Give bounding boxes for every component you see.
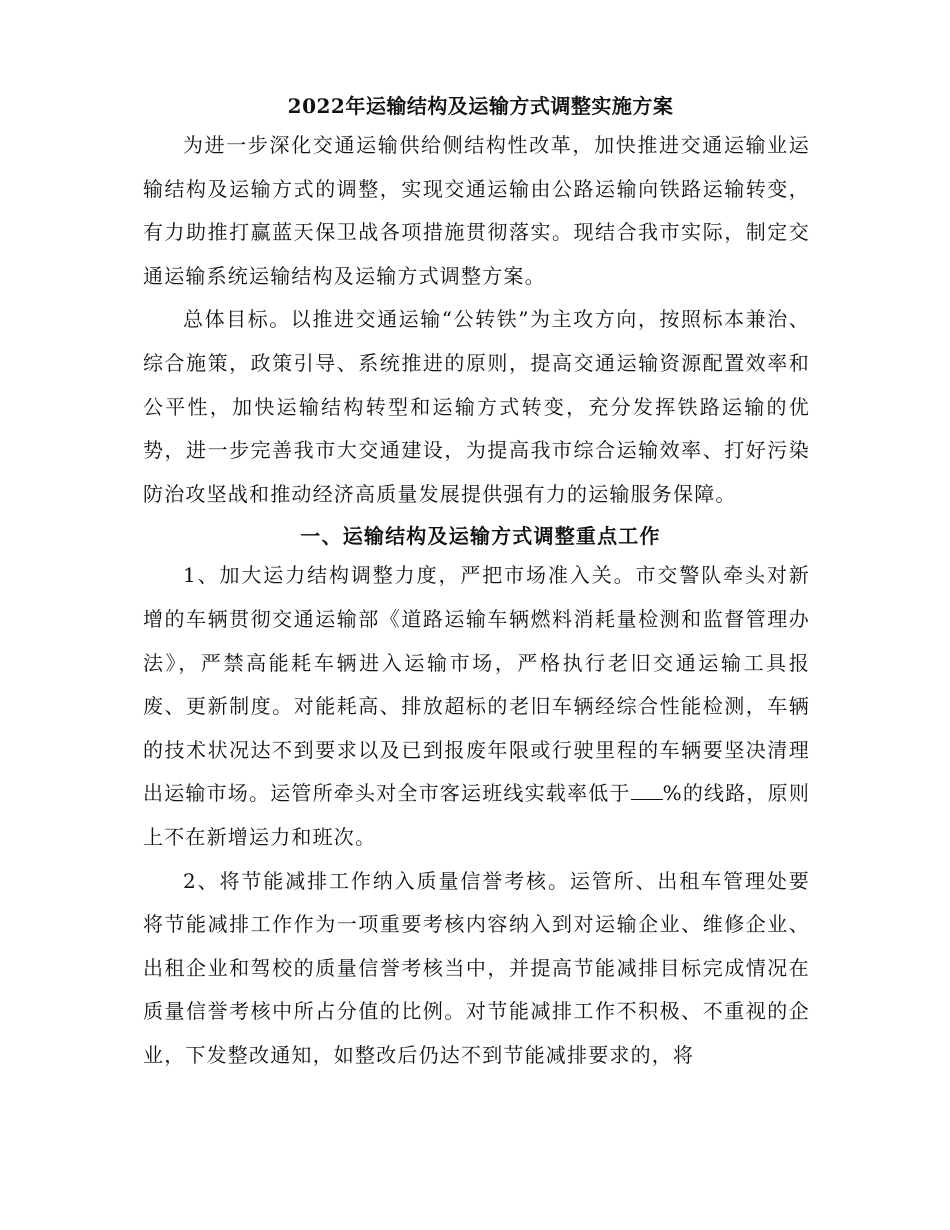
intro-paragraph-2: 总体目标。以推进交通运输“公转铁”为主攻方向，按照标本兼治、综合施策，政策引导、系统推进的原则，提高交通运输资源配置效率和公平性，加快运输结构转型和运输方式转变，充分发挥铁路运输的优势，进一步完善我市大交通建设，为提高我市综合运输效率、打好污染防治攻坚战和推动经济高质量发展提供强有力的运输服务保障。 <box>143 307 810 506</box>
fill-in-blank <box>631 781 663 800</box>
document-title: 2022年运输结构及运输方式调整实施方案 <box>287 94 674 118</box>
work-item-2: 2、将节能减排工作纳入质量信誉考核。运管所、出租车管理处要将节能减排工作作为一项重要考核内容纳入到对运输企业、维修企业、出租企业和驾校的质量信誉考核当中，并提高节能减排目标完成情况在质量信誉考核中所占分值的比例。对节能减排工作不积极、不重视的企业，下发整改通知，如整改后仍达不到节能减排要求的，将 <box>143 868 810 1067</box>
work-item-1-text: 1、加大运力结构调整力度，严把市场准入关。市交警队牵头对新增的车辆贯彻交通运输部《道路运输车辆燃料消耗量检测和监督管理办法》，严禁高能耗车辆进入运输市场，严格执行老旧交通运输工具报废、更新制度。对能耗高、排放超标的老旧车辆经综合性能检测，车辆的技术状况达不到要求以及已到报废年限或行驶里程的车辆要坚决清理出运输市场。运管所牵头对全市客运班线实载率低于 <box>143 563 810 806</box>
intro-paragraph-1: 为进一步深化交通运输供给侧结构性改革，加快推进交通运输业运输结构及运输方式的调整，实现交通运输由公路运输向铁路运输转变，有力助推打赢蓝天保卫战各项措施贯彻落实。现结合我市实际，制定交通运输系统运输结构及运输方式调整方案。 <box>143 133 810 288</box>
work-item-1-text-end: %的线路，原则上不在新增运力和班次。 <box>143 781 811 849</box>
work-item-1 <box>143 554 810 859</box>
document-page <box>143 88 810 1077</box>
section-heading: 一、运输结构及运输方式调整重点工作 <box>300 524 661 549</box>
